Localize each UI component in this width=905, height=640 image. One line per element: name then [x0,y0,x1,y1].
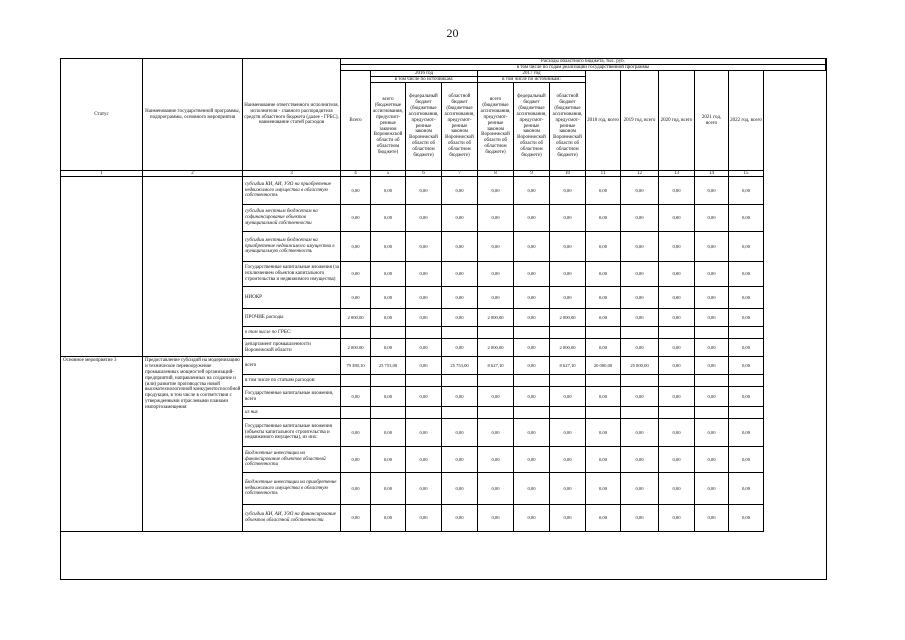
row-value: 0,00 [406,339,442,357]
row-value: 0,00 [695,262,729,287]
header-y2018: 2018 год, всего [586,71,621,171]
row-value: 0,00 [442,287,478,309]
row-value: 0,00 [550,177,586,205]
row-value: 0,00 [586,309,621,327]
row-label: в том числе по статьям расходов: [243,375,341,387]
row-value: 0,00 [406,262,442,287]
row-value: 0,00 [442,339,478,357]
header-col-fed-2017: федеральный бюджет (бюджетные ассигнования, предусмот-ренные законом Воронежской области об областном бюджете) [514,83,550,171]
row-value [621,327,659,339]
row-value: 0,00 [586,387,621,407]
row-value: 0,00 [659,177,695,205]
row-value: 8 627,10 [478,357,514,375]
row-value: 2 000,00 [550,309,586,327]
row-value: 0,00 [514,339,550,357]
row-value: 0,00 [621,387,659,407]
col-number: 1 [61,171,143,177]
col-number: 12 [621,171,659,177]
row-value: 0,00 [341,205,371,232]
row-label: в том числе по ГРБС: [243,327,341,339]
row-label: Бюджетные инвестиции на приобретение недвижимого имущества в областную собственность [243,473,341,505]
header-col-reg-2017: областной бюджет (бюджетные ассигнования, предусмот-ренные законом Воронежской области об областном бюджете) [550,83,586,171]
row-value [729,375,764,387]
col-number: 6 [406,171,442,177]
row-value: 2 000,00 [550,339,586,357]
row-value: 0,00 [514,262,550,287]
header-col-reg-2016: областной бюджет (бюджетные ассигнования, предусмот-ренные законом Воронежской области об областном бюджете) [442,83,478,171]
row-value: 0,00 [514,232,550,262]
header-year-2016: 2016 год [371,71,478,77]
row-value: 0,00 [729,419,764,447]
row-value: 0,00 [586,505,621,532]
row-value [341,375,371,387]
col-number: 5 [371,171,406,177]
row-value: 0,00 [442,419,478,447]
row-value: 0,00 [371,473,406,505]
row-value: 8 627,10 [550,357,586,375]
row-value [406,375,442,387]
row-value: 0,00 [371,419,406,447]
row-value: 0,00 [695,232,729,262]
row-value [659,407,695,419]
row-value [550,375,586,387]
row-value [659,327,695,339]
row-value: 0,00 [478,419,514,447]
row-value [442,375,478,387]
row-value: 0,00 [341,387,371,407]
row-value [371,375,406,387]
header-sources-2017: в том числе по источникам: [478,77,586,83]
row-value: 0,00 [550,205,586,232]
row-value: 0,00 [695,177,729,205]
header-col-total-2017: всего (бюджетные ассигнования, предусмот-ренные законом Воронежской области об областном бюджете) [478,83,514,171]
row-value: 0,00 [586,419,621,447]
header-total: Всего [341,71,371,171]
row-value: 0,00 [406,387,442,407]
row-value: 2 000,00 [478,309,514,327]
row-value [371,407,406,419]
row-value: 0,00 [695,387,729,407]
row-value: 0,00 [659,205,695,232]
row-label: Государственные капитальные вложения (за исключением объектов капитального строительства и недвижимого имущества) [243,262,341,287]
row-value [729,327,764,339]
row-value: 0,00 [586,287,621,309]
row-value: 0,00 [406,447,442,473]
row-value: 0,00 [406,419,442,447]
row-value: 0,00 [478,287,514,309]
header-status: Статус [61,59,143,171]
row-value: 0,00 [371,339,406,357]
row-value: 0,00 [695,309,729,327]
row-value: 0,00 [659,447,695,473]
row-value: 0,00 [550,262,586,287]
col-number: 13 [659,171,695,177]
program-cell-empty [143,177,243,357]
row-value: 20 000,00 [586,357,621,375]
row-value: 0,00 [514,357,550,375]
row-value: 0,00 [729,357,764,375]
row-value: 0,00 [695,447,729,473]
row-label: ПРОЧИЕ расходы [243,309,341,327]
row-value [621,375,659,387]
row-label: всего [243,357,341,375]
row-value: 0,00 [406,287,442,309]
row-value: 2 000,00 [478,339,514,357]
row-value [695,407,729,419]
row-value: 0,00 [371,505,406,532]
row-value: 0,00 [621,232,659,262]
col-number: 14 [695,171,729,177]
row-value: 0,00 [478,505,514,532]
row-value: 25 753,00 [442,357,478,375]
row-value [341,407,371,419]
main-event-status: Основное мероприятие 3 [61,357,143,532]
row-value [478,327,514,339]
row-value [729,407,764,419]
row-value: 0,00 [550,387,586,407]
row-value: 0,00 [442,232,478,262]
col-number: 10 [550,171,586,177]
row-value: 0,00 [659,232,695,262]
header-sources-2016: в том числе по источникам: [371,77,478,83]
row-label: субсидии КИ, АИ, УЗО на приобретение недвижимого имущества в областную собственность [243,177,341,205]
page-number: 20 [446,26,459,40]
row-value: 0,00 [406,232,442,262]
row-value: 0,00 [586,339,621,357]
col-number: 3 [243,171,341,177]
row-label: НИОКР [243,287,341,309]
row-value: 0,00 [695,357,729,375]
row-label: департамент промышленности Воронежской области [243,339,341,357]
row-value: 0,00 [371,447,406,473]
row-value: 0,00 [514,505,550,532]
row-value: 0,00 [586,177,621,205]
row-value: 0,00 [550,447,586,473]
row-value: 0,00 [659,309,695,327]
header-y2020: 2020 год, всего [659,71,695,171]
row-value [442,327,478,339]
row-value: 0,00 [406,505,442,532]
header-expense-name: Наименование ответственного исполнителя, исполнителя - главного распорядителя средств областного бюджета (далее - ГРБС), наименование статей расходов [243,59,341,171]
row-value: 0,00 [442,473,478,505]
col-number: 4 [341,171,371,177]
row-value: 0,00 [478,177,514,205]
row-value: 0,00 [621,309,659,327]
row-value: 0,00 [550,473,586,505]
row-value: 0,00 [341,287,371,309]
col-number: 15 [729,171,764,177]
row-value: 0,00 [514,205,550,232]
row-value: 25 753,00 [371,357,406,375]
row-label: субсидии местным бюджетам на приобретение недвижимого имущества в муниципальную собственность [243,232,341,262]
row-value: 0,00 [514,419,550,447]
col-number: 8 [478,171,514,177]
row-value: 0,00 [514,387,550,407]
row-value: 0,00 [729,232,764,262]
row-value: 25 000,00 [621,357,659,375]
row-value: 0,00 [659,505,695,532]
row-value: 0,00 [550,232,586,262]
row-value: 0,00 [621,447,659,473]
row-value: 0,00 [442,262,478,287]
row-value: 0,00 [442,387,478,407]
row-value: 0,00 [621,205,659,232]
row-value: 0,00 [478,473,514,505]
row-value: 0,00 [478,387,514,407]
row-value [586,375,621,387]
row-value [478,375,514,387]
row-value: 2 000,00 [341,309,371,327]
row-value: 0,00 [621,339,659,357]
row-value [550,327,586,339]
row-value: 0,00 [514,177,550,205]
row-value: 0,00 [695,339,729,357]
row-value: 2 000,00 [341,339,371,357]
row-value: 0,00 [695,419,729,447]
col-number: 2 [143,171,243,177]
row-value: 0,00 [406,177,442,205]
row-value: 0,00 [442,447,478,473]
row-value: 0,00 [729,287,764,309]
main-event-name: Предоставление субсидий на модернизацию и техническое перевооружение промышленных мощностей организаций-предприятий, направленных на создание и (или) развитие производства новой высокотехнологичной конкурентоспособной продукции, в том числе в соответствии с утвержденными отраслевыми планами импортозамещения [143,357,243,532]
row-value: 0,00 [659,262,695,287]
header-col-fed-2016: федеральный бюджет (бюджетные ассигнования, предусмот-ренные законом Воронежской области об областном бюджете) [406,83,442,171]
row-value: 0,00 [729,473,764,505]
col-number: 7 [442,171,478,177]
row-value: 0,00 [729,205,764,232]
header-col-total-2016: всего (бюджетные ассигнования, предусмот-ренные законом Воронежской области об областном бюджете) [371,83,406,171]
row-value: 0,00 [406,473,442,505]
row-value: 0,00 [659,419,695,447]
row-label: субсидии местным бюджетам на софинансирование объектов муниципальной собственности [243,205,341,232]
row-value: 0,00 [695,287,729,309]
row-value: 0,00 [695,473,729,505]
row-value: 0,00 [695,505,729,532]
row-value: 0,00 [659,473,695,505]
row-value [695,327,729,339]
row-value: 0,00 [371,309,406,327]
row-value: 0,00 [371,262,406,287]
row-value: 0,00 [514,473,550,505]
row-label: Государственные капитальные вложения, всего [243,387,341,407]
row-value: 0,00 [442,205,478,232]
row-value: 0,00 [406,357,442,375]
row-label: Государственные капитальные вложения (объекты капитального строительства и недвижимого имущества), из них: [243,419,341,447]
row-value: 0,00 [695,205,729,232]
col-number: 9 [514,171,550,177]
row-value: 0,00 [371,387,406,407]
row-value [550,407,586,419]
row-value: 0,00 [586,232,621,262]
row-value: 0,00 [442,309,478,327]
row-value: 0,00 [478,205,514,232]
row-value: 0,00 [729,339,764,357]
row-value: 0,00 [729,262,764,287]
row-value [514,407,550,419]
row-value: 0,00 [621,262,659,287]
row-value [586,327,621,339]
header-including-grbs: в том числе по годам реализации государственной программы [341,65,826,71]
row-value: 0,00 [478,232,514,262]
row-value: 0,00 [341,505,371,532]
row-value: 0,00 [621,287,659,309]
row-value: 0,00 [621,419,659,447]
row-value [695,375,729,387]
row-value: 0,00 [621,473,659,505]
row-value [586,407,621,419]
row-value: 0,00 [550,505,586,532]
row-value: 0,00 [341,232,371,262]
row-value: 0,00 [406,205,442,232]
row-value: 0,00 [371,177,406,205]
row-value: 0,00 [478,447,514,473]
row-value [442,407,478,419]
row-value: 0,00 [729,447,764,473]
row-value [406,407,442,419]
row-value: 0,00 [442,505,478,532]
row-value: 0,00 [729,505,764,532]
col-number: 11 [586,171,621,177]
row-value: 0,00 [341,262,371,287]
row-value: 0,00 [586,262,621,287]
row-value: 0,00 [659,287,695,309]
budget-table [60,58,827,580]
row-value: 0,00 [341,473,371,505]
row-value [478,407,514,419]
row-value: 0,00 [371,232,406,262]
row-value [341,327,371,339]
header-y2022: 2022 год, всего [729,71,764,171]
row-value: 0,00 [586,447,621,473]
row-value: 0,00 [659,387,695,407]
row-value: 0,00 [621,505,659,532]
header-y2019: 2019 год, всего [621,71,659,171]
row-value: 0,00 [442,177,478,205]
row-value [514,327,550,339]
row-value: 0,00 [550,287,586,309]
row-value: 0,00 [371,287,406,309]
row-value: 0,00 [550,419,586,447]
row-value: 0,00 [621,177,659,205]
row-value: 0,00 [514,309,550,327]
header-year-2017: 2017 год [478,71,586,77]
row-value: 0,00 [371,205,406,232]
row-value: 0,00 [729,309,764,327]
row-label: из них [243,407,341,419]
header-expenses-title: Расходы областного бюджета, тыс. руб. [341,59,826,65]
row-label: Бюджетные инвестиции на финансирование объектов областной собственности [243,447,341,473]
row-value: 0,00 [341,177,371,205]
row-value: 0,00 [514,287,550,309]
row-value [621,407,659,419]
row-value [659,375,695,387]
row-value [406,327,442,339]
row-value: 0,00 [514,447,550,473]
status-cell-empty [61,177,143,357]
row-value [371,327,406,339]
row-value: 0,00 [406,309,442,327]
row-value: 0,00 [729,387,764,407]
row-value: 0,00 [729,177,764,205]
row-value: 79 380,10 [341,357,371,375]
row-value: 0,00 [341,419,371,447]
row-value: 0,00 [341,447,371,473]
header-y2021: 2021 год, всего [695,71,729,171]
row-value: 0,00 [586,205,621,232]
row-value: 0,00 [586,473,621,505]
row-value [514,375,550,387]
row-label: субсидии КИ, АИ, УЗО на финансирование объектов областной собственности [243,505,341,532]
row-value: 0,00 [659,339,695,357]
row-value: 0,00 [478,262,514,287]
header-program-name: Наименование государственной программы, подпрограммы, основного мероприятия [143,59,243,171]
row-value: 0,00 [659,357,695,375]
